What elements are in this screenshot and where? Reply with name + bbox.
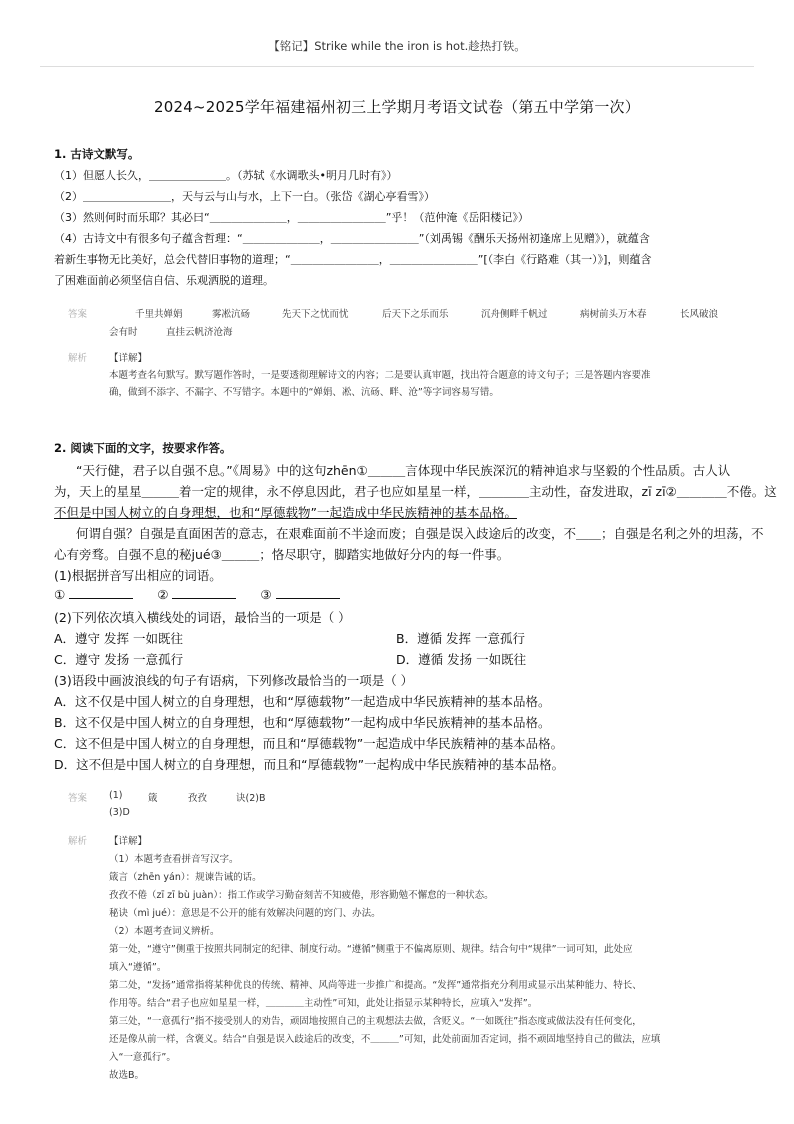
q2-para-4: 何谓自强？自强是直面困苦的意志，在艰难面前不半途而废；自强是误入歧途后的改变，不＿＿；自强是名利之外的坦荡，不 [76, 526, 764, 541]
q1-analysis-3: 确，做到不添字、不漏字、不写错字。本题中的“婵娟、凇、沆砀、畔、沧”等字词容易写错。 [109, 387, 499, 398]
q1-answer-8: 会有时 [109, 327, 138, 338]
q3-opt-d[interactable]: D．这不但是中国人树立的自身理想，而且和“厚德载物”一起构成中华民族精神的基本品格。 [54, 757, 565, 772]
q1-answer-5: 沉舟侧畔千帆过 [481, 309, 548, 320]
q2-blanks [54, 587, 340, 602]
q3-opt-a[interactable]: A．这不仅是中国人树立的自身理想，也和“厚德载物”一起造成中华民族精神的基本品格。 [54, 694, 551, 709]
q2-para-1: “天行健，君子以自强不息。”《周易》中的这句zhēn①＿＿＿言体现中华民族深沉的精神追求与坚毅的个性品质。古人认 [76, 463, 731, 478]
q2-analysis-2: （1）本题考查看拼音写汉字。 [109, 854, 239, 865]
q1-line-5: 着新生事物无比美好，总会代替旧事物的道理；“＿＿＿＿＿＿＿＿，＿＿＿＿＿＿＿＿”[（李白《行路难（其一）》]，则蕴含 [54, 253, 652, 266]
q2-sub2: (2)下列依次填入横线处的词语，最恰当的一项是（ ） [54, 610, 351, 625]
q2-heading: 2. 阅读下面的文字，按要求作答。 [54, 441, 232, 455]
q2-answer-1: (1) [109, 790, 123, 801]
q2-para-5: 心有旁骛。自强不息的秘jué③＿＿＿；恪尽职守，脚踏实地做好分内的每一件事。 [54, 547, 510, 562]
q2-analysis-14: 故选B。 [109, 1070, 145, 1081]
q2-opt-a[interactable]: A．遵守 发挥 一如既往 [54, 631, 183, 646]
q2-analysis-9: 第二处，“发扬”通常指将某种优良的传统、精神、风尚等进一步推广和提高。“发挥”通常指充分利用或显示出某种能力、特长、 [109, 980, 642, 991]
q2-analysis-4: 孜孜不倦（zī zī bù juàn）：指工作或学习勤奋刻苦不知疲倦，形容勤勉不懈怠的一种状态。 [109, 890, 494, 901]
q2-analysis-3: 箴言（zhēn yán）：规谏告诫的话。 [109, 872, 262, 883]
blank-2-marker: ② [157, 587, 169, 602]
q1-answer-3: 先天下之忧而忧 [282, 309, 349, 320]
q1-answer-4: 后天下之乐而乐 [382, 309, 449, 320]
q3-opt-b[interactable]: B．这不仅是中国人树立的自身理想，也和“厚德载物”一起构成中华民族精神的基本品格。 [54, 715, 551, 730]
q2-opt-b[interactable]: B．遵循 发挥 一意孤行 [396, 631, 526, 646]
blank-1-marker: ① [54, 587, 66, 602]
q1-answer-2: 雾凇沆砀 [212, 309, 251, 320]
q1-line-4: （4）古诗文中有很多句子蕴含哲理：“＿＿＿＿＿＿＿，＿＿＿＿＿＿＿＿”（刘禹锡《酬乐天扬州初逢席上见赠》），就蕴含 [54, 232, 650, 245]
q1-answer-6: 病树前头万木春 [580, 309, 647, 320]
q2-analysis-12: 还是像从前一样，含褒义。结合“自强是误入歧途后的改变，不＿＿＿”可知，此处前面加否定词，指不顽固地坚持自己的做法，应填 [109, 1034, 661, 1045]
q1-analysis-1: 【详解】 [109, 353, 148, 364]
q2-analysis-13: 入“一意孤行”。 [109, 1052, 176, 1063]
q2-analysis-7: 第一处，“遵守”侧重于按照共同制定的纪律、制度行动。“遵循”侧重于不偏离原则、规律。结合句中“规律”一词可知，此处应 [109, 944, 633, 955]
exam-title: 2024~2025学年福建福州初三上学期月考语文试卷（第五中学第一次） [154, 98, 640, 116]
q2-para-2: 为，天上的星星＿＿＿着一定的规律，永不停息因此，君子也应如星星一样，＿＿＿＿主动性，奋发进取，zī zī②＿＿＿＿不倦。这 [54, 484, 777, 499]
q1-answer-9: 直挂云帆济沧海 [166, 327, 233, 338]
q3-opt-c[interactable]: C．这不但是中国人树立的自身理想，而且和“厚德载物”一起造成中华民族精神的基本品格。 [54, 736, 564, 751]
q1-analysis-label: 解析 [68, 353, 88, 364]
q1-line-1: （1）但愿人长久，＿＿＿＿＿＿＿。（苏轼《水调歌头•明月几时有》） [54, 169, 398, 182]
q2-answer-2: 箴 [148, 793, 158, 804]
q1-answer-1: 千里共婵娟 [135, 309, 183, 320]
blank-1[interactable] [69, 588, 133, 599]
q1-analysis-2: 本题考查名句默写。默写题作答时，一是要透彻理解诗文的内容；二是要认真审题，找出符合题意的诗文句子；三是答题内容要准 [109, 370, 651, 381]
q2-analysis-11: 第三处，“一意孤行”指不接受别人的劝告，顽固地按照自己的主观想法去做，含贬义。“一如既往”指态度或做法没有任何变化， [109, 1016, 642, 1027]
q2-analysis-8: 填入“遵循”。 [109, 962, 167, 973]
header-divider [40, 66, 754, 67]
page-header-motto: 【铭记】Strike while the iron is hot.趁热打铁。 [268, 39, 526, 53]
q1-line-3: （3）然则何时而乐耶？其必曰“＿＿＿＿＿＿＿，＿＿＿＿＿＿＿＿”乎！（范仲淹《岳阳楼记》） [54, 211, 529, 224]
q2-answer-3: 孜孜 [188, 793, 208, 804]
blank-2[interactable] [172, 588, 236, 599]
q1-answer-label: 答案 [68, 309, 88, 320]
q2-analysis-label: 解析 [68, 836, 88, 847]
q2-analysis-1: 【详解】 [109, 836, 148, 847]
q2-opt-d[interactable]: D．遵循 发扬 一如既往 [396, 652, 527, 667]
q2-answer-4: 诀(2)B [236, 793, 266, 804]
q2-opt-c[interactable]: C．遵守 发扬 一意孤行 [54, 652, 184, 667]
q2-analysis-10: 作用等。结合“君子也应如星星一样，＿＿＿＿主动性”可知，此处让指显示某种特长，应填入“发挥”。 [109, 998, 538, 1009]
q1-heading: 1. 古诗文默写。 [54, 147, 140, 161]
q2-sub3: (3)语段中画波浪线的句子有语病，下列修改最恰当的一项是（ ） [54, 673, 414, 688]
blank-3[interactable] [276, 588, 340, 599]
blank-3-marker: ③ [260, 587, 272, 602]
q2-answer-label: 答案 [68, 793, 88, 804]
q1-answer-7: 长风破浪 [680, 309, 719, 320]
q2-answer-5: (3)D [109, 807, 130, 818]
q2-analysis-6: （2）本题考查词义辨析。 [109, 926, 220, 937]
q2-wavy-sentence: 不但是中国人树立的自身理想，也和“厚德载物”一起造成中华民族精神的基本品格。 [54, 505, 517, 520]
q2-sub1: (1)根据拼音写出相应的词语。 [54, 568, 222, 583]
q1-line-2: （2）＿＿＿＿＿＿＿＿，天与云与山与水，上下一白。（张岱《湖心亭看雪》） [54, 190, 435, 203]
q1-line-6: 了困难面前必须坚信自信、乐观洒脱的道理。 [54, 274, 274, 287]
q2-analysis-5: 秘诀（mì jué）：意思是不公开的能有效解决问题的窍门、办法。 [109, 908, 381, 919]
